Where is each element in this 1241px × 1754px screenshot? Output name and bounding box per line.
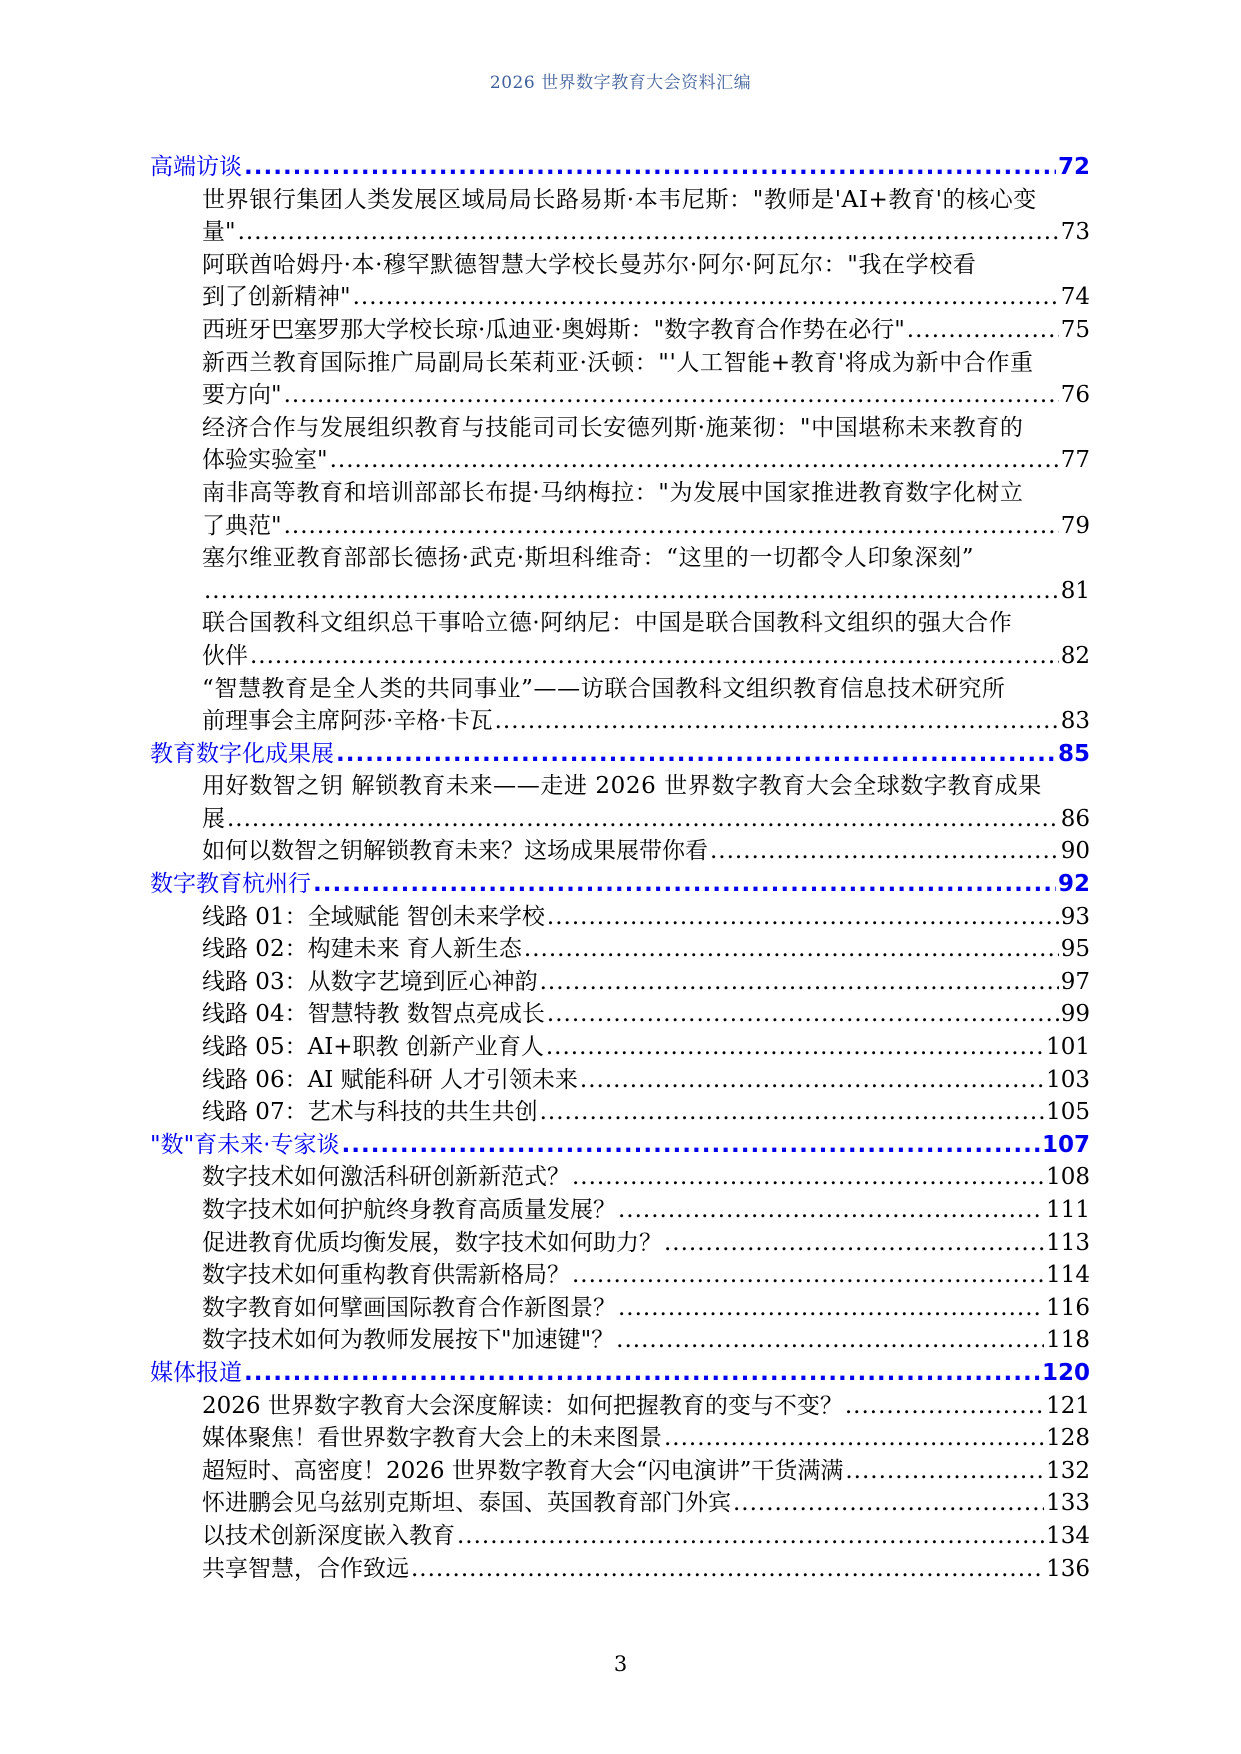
- toc-section-heading[interactable]: [150, 1129, 1090, 1162]
- entry-page-number[interactable]: 76: [1060, 382, 1090, 409]
- section-title-link[interactable]: 高端访谈: [150, 154, 242, 180]
- entry-title-last-line[interactable]: [202, 379, 1090, 412]
- entry-page-number[interactable]: 79: [1060, 512, 1090, 539]
- entry-title[interactable]: 数字技术如何重构教育供需新格局？: [202, 1262, 570, 1289]
- entry-title-last-line[interactable]: [202, 281, 1090, 314]
- dot-leader: [227, 803, 1059, 836]
- entry-title-last-line[interactable]: [202, 510, 1090, 543]
- dot-leader: [616, 1324, 1044, 1357]
- entry-title[interactable]: 数字技术如何激活科研创新新范式？: [202, 1164, 570, 1191]
- dot-leader: [540, 1096, 1045, 1129]
- entry-page-number[interactable]: 73: [1060, 219, 1090, 246]
- dot-leader: [341, 1129, 1040, 1162]
- dot-leader: [411, 1553, 1044, 1586]
- dot-leader: [618, 1194, 1044, 1227]
- toc-entry[interactable]: [150, 673, 1090, 738]
- entry-title-line[interactable]: 经济合作与发展组织教育与技能司司长安德列斯·施莱彻："中国堪称未来教育的: [202, 414, 1024, 441]
- running-header: 2026 世界数字教育大会资料汇编: [489, 73, 752, 93]
- entry-title-line[interactable]: 南非高等教育和培训部部长布提·马纳梅拉："为发展中国家推进教育数字化树立: [202, 479, 1024, 506]
- toc-entry[interactable]: [150, 477, 1090, 542]
- dot-leader: [336, 738, 1056, 771]
- toc-section-heading[interactable]: [150, 151, 1090, 184]
- dot-leader: [664, 1227, 1044, 1260]
- toc-entry[interactable]: [150, 835, 1090, 868]
- toc-section-heading[interactable]: [150, 738, 1090, 771]
- entry-page-number[interactable]: 77: [1060, 447, 1090, 474]
- entry-title[interactable]: 如何以数智之钥解锁教育未来？这场成果展带你看: [202, 838, 708, 865]
- dot-leader: [733, 1487, 1044, 1520]
- toc-entry[interactable]: [150, 347, 1090, 412]
- toc-entry[interactable]: [150, 184, 1090, 249]
- entry-page-number[interactable]: 93: [1060, 903, 1090, 930]
- toc-entry[interactable]: [150, 1292, 1090, 1325]
- table-of-contents: [150, 151, 1090, 1585]
- entry-page-number[interactable]: 101: [1046, 1034, 1090, 1061]
- dot-leader: [330, 444, 1059, 477]
- section-title-link[interactable]: 教育数字化成果展: [150, 740, 334, 767]
- entry-page-number[interactable]: 74: [1060, 284, 1090, 311]
- dot-leader: [546, 1031, 1044, 1064]
- entry-title-last-line[interactable]: [202, 575, 1090, 608]
- entry-page-number[interactable]: 133: [1046, 1490, 1090, 1517]
- dot-leader: [244, 151, 1056, 184]
- entry-title-last-line[interactable]: [202, 444, 1090, 477]
- entry-page-number[interactable]: 103: [1046, 1066, 1090, 1093]
- toc-section-heading[interactable]: [150, 1357, 1090, 1390]
- entry-page-number[interactable]: 86: [1060, 805, 1090, 832]
- entry-title-line[interactable]: 联合国教科文组织总干事哈立德·阿纳尼：中国是联合国教科文组织的强大合作: [202, 610, 1013, 637]
- dot-leader: [710, 835, 1059, 868]
- dot-leader: [907, 314, 1059, 347]
- entry-title-line[interactable]: 前理事会主席阿莎·辛格·卡瓦: [202, 708, 493, 735]
- page-number: 3: [613, 1652, 628, 1676]
- entry-title-line[interactable]: 量": [202, 219, 236, 246]
- toc-section-heading[interactable]: [150, 868, 1090, 901]
- entry-page-number[interactable]: 121: [1046, 1392, 1090, 1419]
- section-page-number[interactable]: 72: [1057, 154, 1090, 180]
- dot-leader: [524, 933, 1059, 966]
- toc-entry[interactable]: [150, 998, 1090, 1031]
- entry-title-last-line[interactable]: [202, 640, 1090, 673]
- entry-page-number[interactable]: 118: [1046, 1327, 1090, 1354]
- dot-leader: [284, 379, 1059, 412]
- toc-entry[interactable]: [150, 1520, 1090, 1553]
- entry-title-last-line[interactable]: [202, 705, 1090, 738]
- entry-page-number[interactable]: 116: [1046, 1294, 1090, 1321]
- toc-entry[interactable]: [150, 901, 1090, 934]
- entry-title-line[interactable]: 阿联酋哈姆丹·本·穆罕默德智慧大学校长曼苏尔·阿尔·阿瓦尔："我在学校看: [202, 251, 977, 278]
- entry-title-line[interactable]: 展: [202, 805, 225, 832]
- dot-leader: [250, 640, 1059, 673]
- entry-page-number[interactable]: 105: [1046, 1099, 1090, 1126]
- entry-title-line[interactable]: 世界银行集团人类发展区域局局长路易斯·本韦尼斯："教师是'AI+教育'的核心变: [202, 186, 1037, 213]
- entry-page-number[interactable]: 136: [1046, 1555, 1090, 1582]
- toc-entry[interactable]: [150, 1227, 1090, 1260]
- entry-title-line[interactable]: 了典范": [202, 512, 282, 539]
- entry-title[interactable]: 数字技术如何护航终身教育高质量发展？: [202, 1197, 616, 1223]
- entry-title[interactable]: 2026 世界数字教育大会深度解读：如何把握教育的变与不变？: [202, 1392, 843, 1419]
- entry-title[interactable]: 线路 04：智慧特教 数智点亮成长: [202, 1001, 545, 1028]
- section-page-number[interactable]: 92: [1057, 871, 1090, 898]
- section-page-number[interactable]: 107: [1041, 1131, 1090, 1158]
- toc-entry[interactable]: [150, 542, 1090, 607]
- entry-title-line[interactable]: “智慧教育是全人类的共同事业”——访联合国教科文组织教育信息技术研究所: [202, 675, 1006, 702]
- toc-entry[interactable]: [150, 1487, 1090, 1520]
- dot-leader: [353, 281, 1059, 314]
- toc-entry[interactable]: [150, 933, 1090, 966]
- entry-page-number[interactable]: 113: [1046, 1229, 1090, 1256]
- toc-entry[interactable]: [150, 1553, 1090, 1586]
- dot-leader: [572, 1161, 1044, 1194]
- toc-entry[interactable]: [150, 1194, 1090, 1227]
- dot-leader: [547, 998, 1059, 1031]
- entry-page-number[interactable]: 108: [1046, 1164, 1090, 1191]
- entry-title-line[interactable]: 要方向": [202, 382, 282, 409]
- entry-page-number[interactable]: 90: [1060, 838, 1090, 865]
- toc-entry[interactable]: [150, 1064, 1090, 1097]
- dot-leader: [845, 1390, 1044, 1423]
- section-page-number[interactable]: 120: [1041, 1359, 1090, 1386]
- dot-leader: [580, 1064, 1044, 1097]
- entry-title[interactable]: 以技术创新深度嵌入教育: [202, 1522, 455, 1549]
- toc-entry[interactable]: [150, 1324, 1090, 1357]
- entry-title[interactable]: 数字教育如何擘画国际教育合作新图景？: [202, 1294, 616, 1321]
- entry-title-line[interactable]: 体验实验室": [202, 447, 328, 474]
- entry-page-number[interactable]: 134: [1046, 1522, 1090, 1549]
- entry-title[interactable]: 共享智慧，合作致远: [202, 1555, 409, 1582]
- toc-entry[interactable]: [150, 770, 1090, 835]
- entry-page-number[interactable]: 99: [1060, 1001, 1090, 1028]
- entry-title[interactable]: 促进教育优质均衡发展，数字技术如何助力？: [202, 1229, 662, 1256]
- entry-title[interactable]: 线路 05：AI+职教 创新产业育人: [202, 1034, 544, 1061]
- entry-page-number[interactable]: 75: [1060, 316, 1090, 343]
- dot-leader: [547, 901, 1059, 934]
- entry-title-line[interactable]: 塞尔维亚教育部部长德扬·武克·斯坦科维奇：“这里的一切都令人印象深刻”: [202, 545, 975, 572]
- toc-entry[interactable]: [150, 1259, 1090, 1292]
- toc-entry[interactable]: [150, 607, 1090, 672]
- dot-leader: [284, 510, 1059, 543]
- entry-title-line[interactable]: 用好数智之钥 解锁教育未来——走进 2026 世界数字教育大会全球数字教育成果: [202, 773, 1042, 800]
- entry-title-line[interactable]: 伙伴: [202, 642, 248, 669]
- entry-page-number[interactable]: 97: [1060, 968, 1090, 995]
- dot-leader: [664, 1422, 1044, 1455]
- toc-entry[interactable]: [150, 1422, 1090, 1455]
- dot-leader: [238, 216, 1059, 249]
- toc-entry[interactable]: [150, 249, 1090, 314]
- entry-title[interactable]: 线路 03：从数字艺境到匠心神韵: [202, 968, 538, 995]
- toc-entry[interactable]: [150, 1455, 1090, 1488]
- entry-page-number[interactable]: 128: [1046, 1425, 1090, 1452]
- entry-title[interactable]: 线路 01：全域赋能 智创未来学校: [202, 903, 545, 930]
- entry-title[interactable]: 超短时、高密度！2026 世界数字教育大会“闪电演讲”干货满满: [202, 1457, 844, 1484]
- entry-page-number[interactable]: 132: [1046, 1457, 1090, 1484]
- toc-entry[interactable]: [150, 1390, 1090, 1423]
- dot-leader: [204, 575, 1059, 608]
- entry-title-last-line[interactable]: [202, 216, 1090, 249]
- entry-title[interactable]: 线路 07：艺术与科技的共生共创: [202, 1099, 538, 1126]
- dot-leader: [313, 868, 1056, 901]
- entry-title[interactable]: 西班牙巴塞罗那大学校长琼·瓜迪亚·奥姆斯："数字教育合作势在必行": [202, 316, 905, 343]
- toc-entry[interactable]: [150, 1096, 1090, 1129]
- section-title-link[interactable]: "数"育未来·专家谈: [150, 1131, 340, 1158]
- entry-page-number[interactable]: 114: [1046, 1262, 1090, 1289]
- toc-entry[interactable]: [150, 314, 1090, 347]
- entry-title[interactable]: 怀进鹏会见乌兹别克斯坦、泰国、英国教育部门外宾: [202, 1490, 731, 1517]
- entry-title[interactable]: 数字技术如何为教师发展按下"加速键"？: [202, 1327, 615, 1354]
- dot-leader: [572, 1259, 1044, 1292]
- entry-title[interactable]: 线路 06：AI 赋能科研 人才引领未来: [202, 1066, 578, 1093]
- dot-leader: [540, 966, 1059, 999]
- dot-leader: [618, 1292, 1044, 1325]
- entry-page-number[interactable]: 81: [1060, 577, 1090, 604]
- toc-entry[interactable]: [150, 966, 1090, 999]
- entry-page-number[interactable]: 95: [1060, 936, 1090, 963]
- section-page-number[interactable]: 85: [1057, 740, 1090, 767]
- entry-page-number[interactable]: 83: [1060, 708, 1090, 735]
- entry-title-line[interactable]: 新西兰教育国际推广局副局长茱莉亚·沃顿："'人工智能+教育'将成为新中合作重: [202, 349, 1034, 376]
- toc-entry[interactable]: [150, 1031, 1090, 1064]
- toc-entry[interactable]: [150, 412, 1090, 477]
- dot-leader: [457, 1520, 1044, 1553]
- toc-entry[interactable]: [150, 1161, 1090, 1194]
- entry-title-last-line[interactable]: [202, 803, 1090, 836]
- dot-leader: [244, 1357, 1040, 1390]
- entry-title[interactable]: 媒体聚焦！看世界数字教育大会上的未来图景: [202, 1425, 662, 1452]
- entry-page-number[interactable]: 82: [1060, 642, 1090, 669]
- dot-leader: [845, 1455, 1044, 1488]
- section-title-link[interactable]: 数字教育杭州行: [150, 871, 311, 898]
- entry-title-line[interactable]: 到了创新精神": [202, 284, 351, 311]
- entry-page-number[interactable]: 111: [1046, 1197, 1090, 1223]
- section-title-link[interactable]: 媒体报道: [150, 1359, 242, 1386]
- dot-leader: [495, 705, 1059, 738]
- entry-title[interactable]: 线路 02：构建未来 育人新生态: [202, 936, 522, 963]
